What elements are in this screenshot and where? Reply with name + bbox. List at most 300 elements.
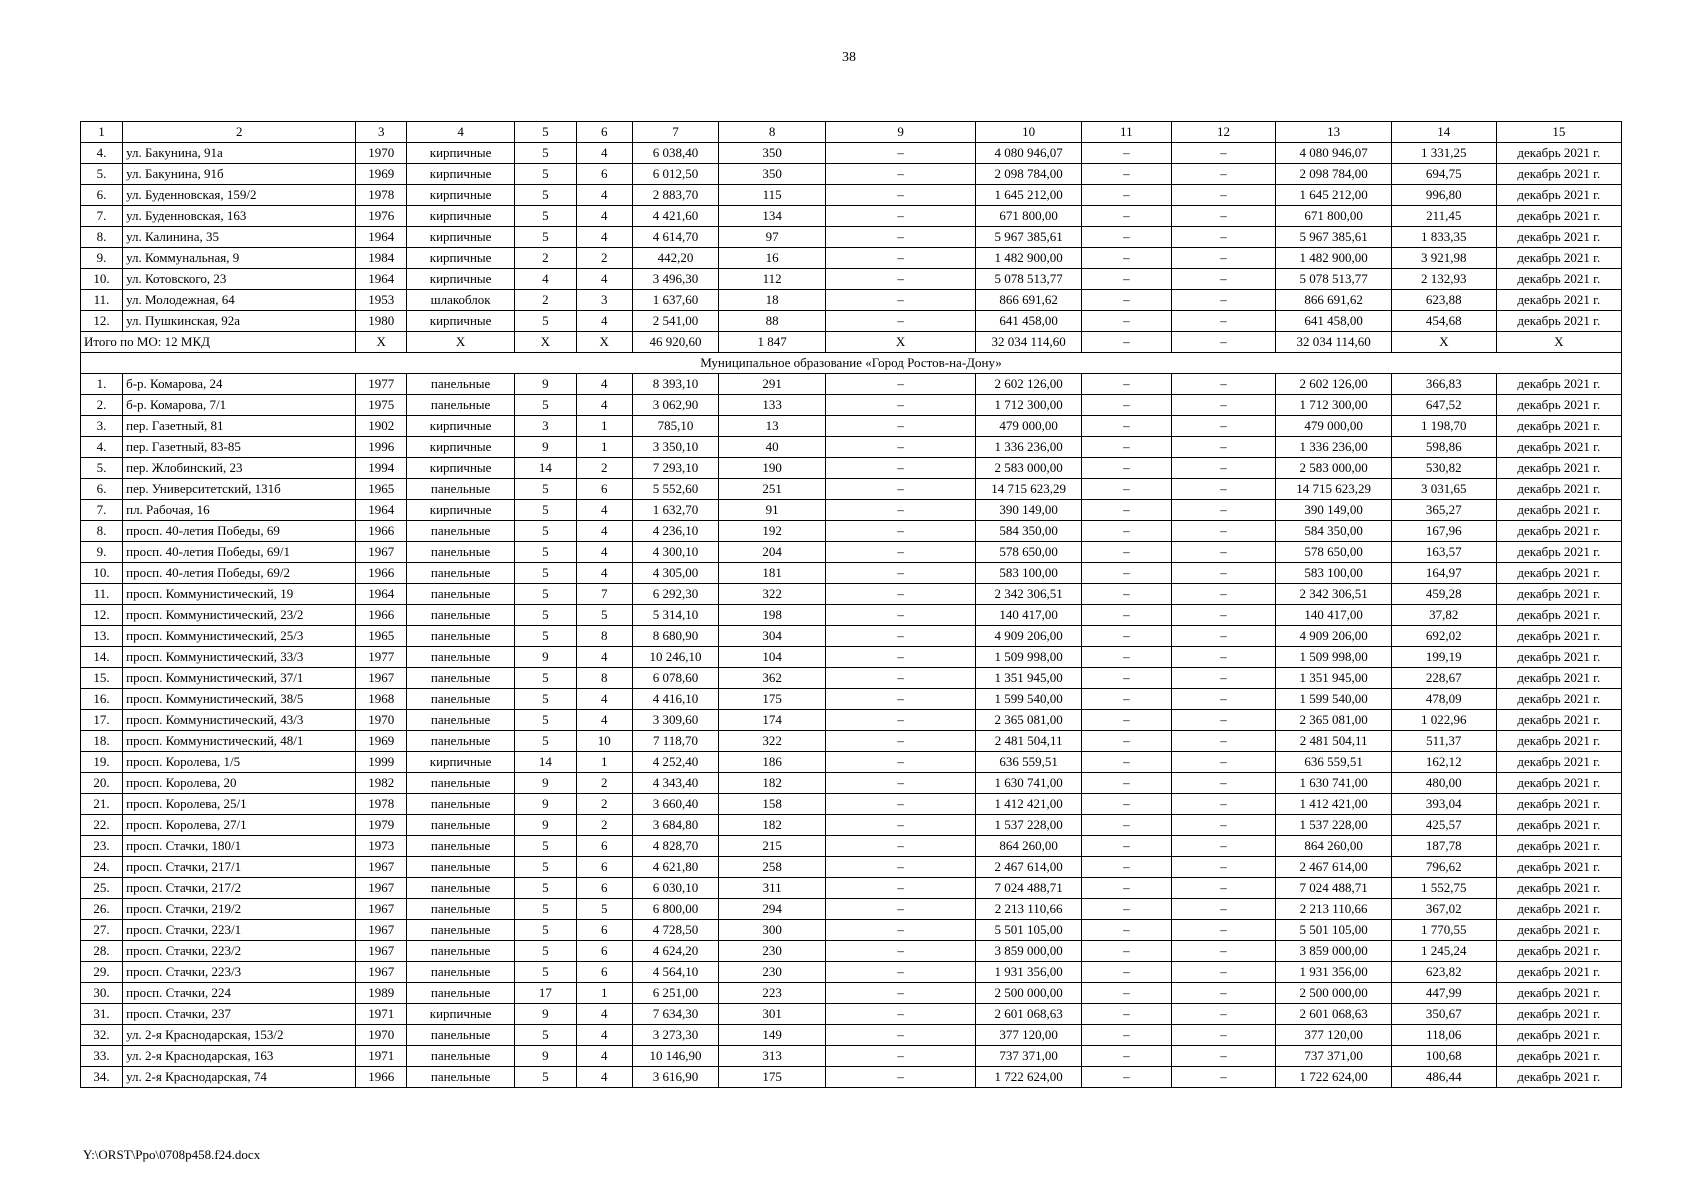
- table-cell: 785,10: [632, 416, 718, 437]
- table-cell: 5: [515, 563, 577, 584]
- table-row: [81, 731, 1622, 752]
- table-cell: 12.: [81, 311, 123, 332]
- table-row: [81, 227, 1622, 248]
- table-cell: 4.: [81, 437, 123, 458]
- column-header: 15: [1496, 122, 1621, 143]
- table-cell: 4 909 206,00: [1276, 626, 1392, 647]
- table-cell: 112: [719, 269, 826, 290]
- table-cell: 442,20: [632, 248, 718, 269]
- table-cell: 10.: [81, 269, 123, 290]
- total-label: Итого по МО: 12 МКД: [81, 332, 356, 353]
- table-cell: 313: [719, 1046, 826, 1067]
- table-cell: 1 599 540,00: [976, 689, 1082, 710]
- table-cell: –: [826, 437, 976, 458]
- table-cell: 3: [515, 416, 577, 437]
- table-cell: 10 246,10: [632, 647, 718, 668]
- table-cell: 230: [719, 962, 826, 983]
- table-cell: 1979: [356, 815, 407, 836]
- table-cell: 304: [719, 626, 826, 647]
- table-cell: 1902: [356, 416, 407, 437]
- table-cell: 1: [576, 983, 632, 1004]
- table-cell: 7: [576, 584, 632, 605]
- table-cell: 24.: [81, 857, 123, 878]
- table-cell: 350,67: [1391, 1004, 1496, 1025]
- table-row: [81, 1025, 1622, 1046]
- table-cell: 4: [576, 185, 632, 206]
- table-cell: 6 800,00: [632, 899, 718, 920]
- table-cell: 14.: [81, 647, 123, 668]
- table-cell: 5: [515, 689, 577, 710]
- table-row: [81, 248, 1622, 269]
- table-cell: 14: [515, 752, 577, 773]
- table-cell: 5: [515, 731, 577, 752]
- table-cell: 583 100,00: [976, 563, 1082, 584]
- table-cell: кирпичные: [407, 248, 515, 269]
- column-header: 3: [356, 122, 407, 143]
- table-cell: 2: [576, 248, 632, 269]
- table-cell: 1969: [356, 731, 407, 752]
- table-cell: 223: [719, 983, 826, 1004]
- table-cell: кирпичные: [407, 1004, 515, 1025]
- table-cell: декабрь 2021 г.: [1496, 479, 1621, 500]
- table-cell: –: [826, 689, 976, 710]
- column-header: 1: [81, 122, 123, 143]
- table-cell: 31.: [81, 1004, 123, 1025]
- table-cell: –: [826, 752, 976, 773]
- table-cell: –: [1082, 941, 1172, 962]
- table-cell: 4 828,70: [632, 836, 718, 857]
- table-cell: панельные: [407, 710, 515, 731]
- table-cell: –: [826, 290, 976, 311]
- table-row: [81, 290, 1622, 311]
- table-cell: –: [1082, 689, 1172, 710]
- table-cell: 1967: [356, 878, 407, 899]
- table-cell: 1 632,70: [632, 500, 718, 521]
- table-cell: –: [826, 584, 976, 605]
- table-cell: –: [826, 458, 976, 479]
- table-cell: 175: [719, 689, 826, 710]
- table-cell: 37,82: [1391, 605, 1496, 626]
- table-cell: ул. Бакунина, 91б: [123, 164, 356, 185]
- table-cell: 2 132,93: [1391, 269, 1496, 290]
- table-cell: декабрь 2021 г.: [1496, 374, 1621, 395]
- table-cell: 1984: [356, 248, 407, 269]
- table-cell: 1 630 741,00: [1276, 773, 1392, 794]
- table-cell: –: [1082, 752, 1172, 773]
- table-cell: 1977: [356, 374, 407, 395]
- table-cell: 2 342 306,51: [1276, 584, 1392, 605]
- table-cell: 7 634,30: [632, 1004, 718, 1025]
- table-cell: –: [1082, 542, 1172, 563]
- table-cell: –: [1171, 185, 1276, 206]
- table-cell: 5 967 385,61: [1276, 227, 1392, 248]
- table-cell: 9: [515, 815, 577, 836]
- table-cell: декабрь 2021 г.: [1496, 626, 1621, 647]
- table-cell: 104: [719, 647, 826, 668]
- table-cell: 204: [719, 542, 826, 563]
- table-cell: панельные: [407, 983, 515, 1004]
- table-cell: –: [1171, 290, 1276, 311]
- table-cell: 4: [576, 227, 632, 248]
- table-cell: 1964: [356, 500, 407, 521]
- table-cell: 19.: [81, 752, 123, 773]
- table-cell: 181: [719, 563, 826, 584]
- table-cell: –: [1171, 668, 1276, 689]
- table-cell: 5: [515, 668, 577, 689]
- table-cell: –: [1082, 143, 1172, 164]
- table-cell: 1 645 212,00: [976, 185, 1082, 206]
- table-cell: –: [826, 857, 976, 878]
- table-cell: 5 078 513,77: [1276, 269, 1392, 290]
- column-header: 13: [1276, 122, 1392, 143]
- table-cell: 3: [576, 290, 632, 311]
- table-cell: 9: [515, 773, 577, 794]
- table-row: [81, 668, 1622, 689]
- column-header: 6: [576, 122, 632, 143]
- table-cell: –: [826, 416, 976, 437]
- table-cell: декабрь 2021 г.: [1496, 458, 1621, 479]
- table-cell: декабрь 2021 г.: [1496, 836, 1621, 857]
- table-cell: 1 336 236,00: [976, 437, 1082, 458]
- table-cell: декабрь 2021 г.: [1496, 185, 1621, 206]
- table-cell: 1967: [356, 542, 407, 563]
- table-cell: кирпичные: [407, 752, 515, 773]
- table-cell: 1 712 300,00: [976, 395, 1082, 416]
- table-cell: 4 909 206,00: [976, 626, 1082, 647]
- table-row: [81, 815, 1622, 836]
- table-cell: 3 660,40: [632, 794, 718, 815]
- table-cell: 115: [719, 185, 826, 206]
- table-cell: 6: [576, 164, 632, 185]
- table-cell: 17.: [81, 710, 123, 731]
- table-cell: 158: [719, 794, 826, 815]
- table-cell: 1980: [356, 311, 407, 332]
- table-cell: 182: [719, 815, 826, 836]
- table-cell: 32.: [81, 1025, 123, 1046]
- table-cell: –: [1082, 248, 1172, 269]
- table-cell: ул. Бакунина, 91а: [123, 143, 356, 164]
- table-cell: 291: [719, 374, 826, 395]
- table-cell: 366,83: [1391, 374, 1496, 395]
- table-cell: –: [1171, 521, 1276, 542]
- table-cell: –: [1171, 500, 1276, 521]
- table-cell: 4 300,10: [632, 542, 718, 563]
- table-cell: –: [1171, 164, 1276, 185]
- table-row: [81, 164, 1622, 185]
- table-cell: –: [826, 983, 976, 1004]
- table-cell: –: [1082, 1025, 1172, 1046]
- table-cell: –: [1171, 542, 1276, 563]
- table-cell: 34.: [81, 1067, 123, 1088]
- table-cell: 479 000,00: [976, 416, 1082, 437]
- table-cell: декабрь 2021 г.: [1496, 1025, 1621, 1046]
- table-cell: –: [826, 395, 976, 416]
- table-cell: 4: [576, 1046, 632, 1067]
- table-cell: декабрь 2021 г.: [1496, 1067, 1621, 1088]
- table-cell: 671 800,00: [1276, 206, 1392, 227]
- table-cell: 5: [515, 584, 577, 605]
- table-cell: 1964: [356, 269, 407, 290]
- table-cell: –: [1082, 458, 1172, 479]
- table-cell: кирпичные: [407, 143, 515, 164]
- table-cell: 1 770,55: [1391, 920, 1496, 941]
- table-cell: –: [826, 773, 976, 794]
- table-cell: панельные: [407, 668, 515, 689]
- table-row: [81, 752, 1622, 773]
- table-cell: 1966: [356, 1067, 407, 1088]
- table-cell: –: [826, 479, 976, 500]
- table-cell: 1 509 998,00: [976, 647, 1082, 668]
- table-cell: –: [1171, 920, 1276, 941]
- table-cell: –: [1082, 332, 1172, 353]
- table-cell: 7 024 488,71: [1276, 878, 1392, 899]
- table-cell: 33.: [81, 1046, 123, 1067]
- table-cell: 1967: [356, 899, 407, 920]
- table-cell: 4 305,00: [632, 563, 718, 584]
- table-cell: 1967: [356, 941, 407, 962]
- table-cell: 480,00: [1391, 773, 1496, 794]
- table-cell: 4: [576, 1004, 632, 1025]
- table-cell: 4 421,60: [632, 206, 718, 227]
- table-cell: 230: [719, 941, 826, 962]
- table-cell: 1989: [356, 983, 407, 1004]
- table-cell: 186: [719, 752, 826, 773]
- table-cell: 190: [719, 458, 826, 479]
- table-cell: –: [826, 962, 976, 983]
- table-cell: 1 198,70: [1391, 416, 1496, 437]
- table-cell: 511,37: [1391, 731, 1496, 752]
- table-cell: декабрь 2021 г.: [1496, 752, 1621, 773]
- table-cell: 27.: [81, 920, 123, 941]
- table-cell: –: [826, 626, 976, 647]
- table-cell: –: [1082, 563, 1172, 584]
- table-cell: 1 552,75: [1391, 878, 1496, 899]
- table-cell: 636 559,51: [976, 752, 1082, 773]
- table-cell: 140 417,00: [1276, 605, 1392, 626]
- table-row: [81, 626, 1622, 647]
- table-cell: 2: [576, 815, 632, 836]
- table-cell: 311: [719, 878, 826, 899]
- table-cell: 4: [576, 395, 632, 416]
- table-cell: 5.: [81, 164, 123, 185]
- table-cell: 2 467 614,00: [1276, 857, 1392, 878]
- table-cell: 4 621,80: [632, 857, 718, 878]
- table-cell: 1 245,24: [1391, 941, 1496, 962]
- table-cell: 8 680,90: [632, 626, 718, 647]
- table-cell: 6 078,60: [632, 668, 718, 689]
- table-row: [81, 710, 1622, 731]
- table-cell: 9.: [81, 248, 123, 269]
- table-cell: 350: [719, 143, 826, 164]
- table-cell: 211,45: [1391, 206, 1496, 227]
- table-cell: кирпичные: [407, 269, 515, 290]
- table-cell: –: [1171, 941, 1276, 962]
- table-cell: 5: [515, 500, 577, 521]
- table-cell: 425,57: [1391, 815, 1496, 836]
- table-cell: просп. Коммунистический, 23/2: [123, 605, 356, 626]
- table-cell: 1 331,25: [1391, 143, 1496, 164]
- table-cell: –: [826, 185, 976, 206]
- table-cell: 4: [576, 689, 632, 710]
- table-cell: панельные: [407, 1046, 515, 1067]
- table-cell: шлакоблок: [407, 290, 515, 311]
- table-body: [81, 143, 1622, 1088]
- table-cell: 5: [515, 311, 577, 332]
- table-row: [81, 374, 1622, 395]
- table-cell: 2 583 000,00: [1276, 458, 1392, 479]
- table-cell: ул. Пушкинская, 92а: [123, 311, 356, 332]
- table-cell: 2 213 110,66: [1276, 899, 1392, 920]
- table-cell: –: [1082, 437, 1172, 458]
- table-cell: –: [1171, 458, 1276, 479]
- table-cell: 1994: [356, 458, 407, 479]
- table-cell: 1 482 900,00: [1276, 248, 1392, 269]
- table-cell: панельные: [407, 479, 515, 500]
- table-cell: 14 715 623,29: [976, 479, 1082, 500]
- table-row: [81, 878, 1622, 899]
- table-row: [81, 647, 1622, 668]
- column-header: 2: [123, 122, 356, 143]
- table-cell: ул. Буденновская, 163: [123, 206, 356, 227]
- table-cell: просп. Коммунистический, 48/1: [123, 731, 356, 752]
- table-cell: просп. Стачки, 223/3: [123, 962, 356, 983]
- table-row: [81, 1067, 1622, 1088]
- table-cell: 1: [576, 416, 632, 437]
- table-cell: –: [1082, 395, 1172, 416]
- table-cell: 6 012,50: [632, 164, 718, 185]
- table-cell: 486,44: [1391, 1067, 1496, 1088]
- table-cell: 25.: [81, 878, 123, 899]
- table-cell: панельные: [407, 962, 515, 983]
- table-cell: 1970: [356, 1025, 407, 1046]
- table-cell: –: [826, 227, 976, 248]
- table-cell: –: [1171, 143, 1276, 164]
- table-cell: 4: [576, 563, 632, 584]
- table-cell: ул. 2-я Краснодарская, 74: [123, 1067, 356, 1088]
- table-cell: 2 481 504,11: [1276, 731, 1392, 752]
- table-cell: кирпичные: [407, 227, 515, 248]
- table-cell: –: [1082, 311, 1172, 332]
- table-cell: 390 149,00: [976, 500, 1082, 521]
- table-cell: 3 031,65: [1391, 479, 1496, 500]
- table-cell: 1 412 421,00: [1276, 794, 1392, 815]
- table-cell: 3.: [81, 416, 123, 437]
- table-cell: 2 467 614,00: [976, 857, 1082, 878]
- table-cell: 4.: [81, 143, 123, 164]
- table-cell: 1: [576, 437, 632, 458]
- table-cell: панельные: [407, 836, 515, 857]
- table-cell: 149: [719, 1025, 826, 1046]
- table-cell: 6: [576, 836, 632, 857]
- table-cell: просп. Королева, 1/5: [123, 752, 356, 773]
- table-cell: –: [1171, 416, 1276, 437]
- table-cell: –: [1082, 584, 1172, 605]
- table-cell: 2 365 081,00: [976, 710, 1082, 731]
- table-cell: –: [826, 248, 976, 269]
- table-cell: 5: [515, 878, 577, 899]
- table-cell: 5: [515, 920, 577, 941]
- table-cell: 1966: [356, 605, 407, 626]
- table-cell: 1999: [356, 752, 407, 773]
- table-cell: 1 482 900,00: [976, 248, 1082, 269]
- table-cell: кирпичные: [407, 164, 515, 185]
- table-cell: 2 098 784,00: [1276, 164, 1392, 185]
- total-row: [81, 332, 1622, 353]
- table-cell: 4 080 946,07: [1276, 143, 1392, 164]
- table-cell: –: [1082, 962, 1172, 983]
- table-cell: 300: [719, 920, 826, 941]
- table-cell: 164,97: [1391, 563, 1496, 584]
- column-header: 9: [826, 122, 976, 143]
- table-row: [81, 311, 1622, 332]
- table-cell: 5: [515, 899, 577, 920]
- table-cell: –: [1171, 689, 1276, 710]
- table-cell: –: [1171, 962, 1276, 983]
- table-cell: 133: [719, 395, 826, 416]
- table-cell: 5: [515, 962, 577, 983]
- table-cell: 2: [515, 248, 577, 269]
- table-cell: декабрь 2021 г.: [1496, 143, 1621, 164]
- table-cell: декабрь 2021 г.: [1496, 647, 1621, 668]
- table-cell: 671 800,00: [976, 206, 1082, 227]
- table-cell: панельные: [407, 542, 515, 563]
- table-cell: декабрь 2021 г.: [1496, 857, 1621, 878]
- table-cell: просп. 40-летия Победы, 69: [123, 521, 356, 542]
- table-cell: 578 650,00: [976, 542, 1082, 563]
- table-cell: 5: [515, 605, 577, 626]
- table-cell: –: [1082, 773, 1172, 794]
- table-cell: 1977: [356, 647, 407, 668]
- table-cell: 1 509 998,00: [1276, 647, 1392, 668]
- table-cell: 584 350,00: [1276, 521, 1392, 542]
- table-cell: –: [826, 1067, 976, 1088]
- table-cell: 647,52: [1391, 395, 1496, 416]
- table-row: [81, 584, 1622, 605]
- table-cell: 1.: [81, 374, 123, 395]
- table-cell: 1964: [356, 584, 407, 605]
- table-cell: 2 500 000,00: [976, 983, 1082, 1004]
- table-cell: ул. Буденновская, 159/2: [123, 185, 356, 206]
- table-cell: –: [1171, 794, 1276, 815]
- table-cell: 5: [576, 605, 632, 626]
- table-cell: 7 293,10: [632, 458, 718, 479]
- table-cell: –: [1082, 899, 1172, 920]
- table-cell: декабрь 2021 г.: [1496, 311, 1621, 332]
- table-cell: 864 260,00: [1276, 836, 1392, 857]
- column-header: 8: [719, 122, 826, 143]
- table-cell: панельные: [407, 794, 515, 815]
- table-cell: просп. Стачки, 219/2: [123, 899, 356, 920]
- table-cell: –: [1082, 227, 1172, 248]
- table-row: [81, 416, 1622, 437]
- table-cell: 4: [576, 206, 632, 227]
- table-cell: –: [1171, 479, 1276, 500]
- table-cell: –: [1082, 794, 1172, 815]
- table-row: [81, 773, 1622, 794]
- table-cell: панельные: [407, 920, 515, 941]
- table-cell: 6 038,40: [632, 143, 718, 164]
- table-cell: –: [1082, 164, 1172, 185]
- table-cell: 9: [515, 1046, 577, 1067]
- table-cell: –: [826, 311, 976, 332]
- table-cell: X: [1496, 332, 1621, 353]
- table-cell: X: [576, 332, 632, 353]
- table-cell: –: [826, 668, 976, 689]
- table-cell: 6.: [81, 185, 123, 206]
- table-cell: 365,27: [1391, 500, 1496, 521]
- table-cell: –: [1082, 920, 1172, 941]
- table-cell: –: [826, 647, 976, 668]
